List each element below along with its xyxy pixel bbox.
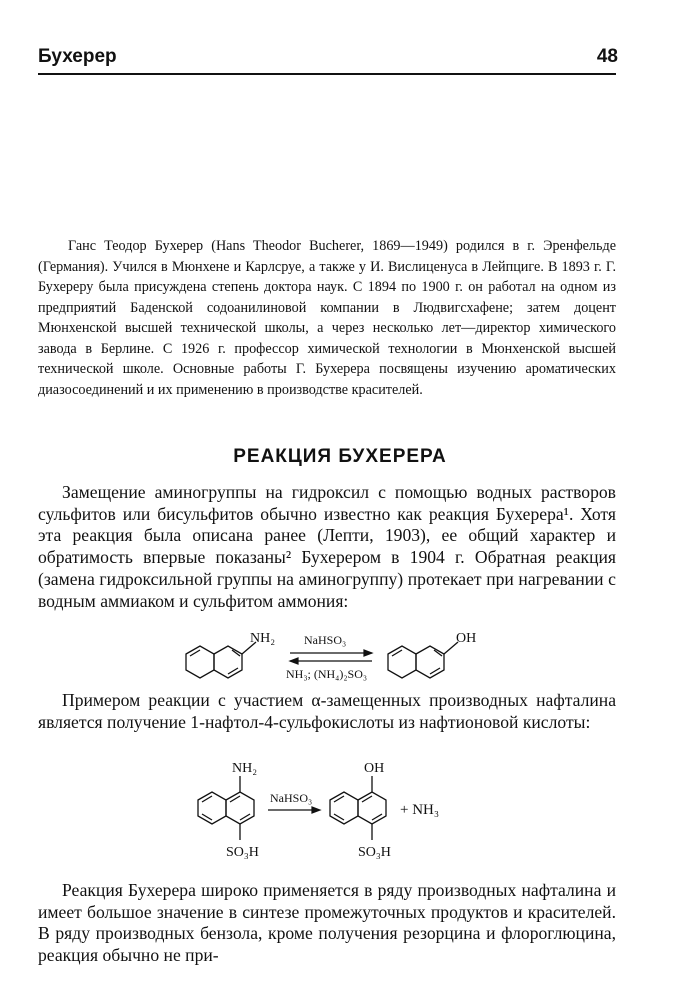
reagent-label: NaHSO₃	[270, 791, 313, 805]
header-rule	[38, 73, 616, 75]
reactant-group-label: NH₂	[250, 631, 276, 646]
byproduct-label: + NH₃	[400, 802, 440, 818]
running-header-title: Бухерер	[38, 46, 117, 67]
product-group-label: OH	[456, 631, 477, 646]
naphtholsulfonic-acid-structure	[330, 776, 386, 840]
paragraph-intro-text: Замещение аминогруппы на гидроксил с помощью водных растворов сульфитов или бисульфитов обычно известно как реакция Бухерера¹. Хотя эта реакция была описана ранее (Лепти, 1903), ее общий характер и обратимость впервые показаны² Бухерером в 1904 г. Обратная реакция (замена гидроксильной группы на аминогруппу) протекает при нагревании с водным аммиаком и сульфитом аммония:	[38, 482, 616, 611]
reactant-top-label: NH₂	[232, 761, 258, 776]
product-top-label: OH	[364, 761, 385, 776]
reactant-bottom-label: SO₃H	[226, 845, 259, 860]
paragraph-intro	[38, 482, 616, 612]
naphthionic-acid-structure	[198, 776, 254, 840]
reverse-reagent-label: NH₃; (NH₄)₂SO₃	[286, 667, 368, 681]
section-title: РЕАКЦИЯ БУХЕРЕРА	[233, 446, 447, 467]
biography-block	[38, 236, 616, 400]
biography-text: Ганс Теодор Бухерер (Hans Theodor Bucherer, 1869—1949) родился в г. Эренфельде (Германия). Учился в Мюнхене и Карлсруе, а также у И. Вислиценуса в Лейпциге. В 1893 г. Г. Бухереру была присуждена степень доктора наук. С 1894 по 1900 г. он работал на одном из предприятий Баденской содоанилиновой компании в Людвигсхафене; затем доцент Мюнхенской высшей технической школы, а через несколько лет—директор химического завода в Берлине. С 1926 г. профессор химической технологии в Мюнхенской высшей технической школе. Основные работы Г. Бухерера посвящены изучению ароматических диазосоединений и их применению в производстве красителей.	[38, 238, 616, 398]
naphthol-structure	[388, 642, 458, 678]
reaction-scheme-1	[0, 616, 680, 696]
page-number: 48	[596, 46, 618, 67]
reaction-scheme-2	[0, 756, 680, 876]
equilibrium-arrows	[290, 650, 372, 664]
reaction-arrow	[268, 807, 320, 813]
paragraph-example-text: Примером реакции с участием α-замещенных производных нафталина является получение 1-нафтол-4-сульфокислоты из нафтионовой кислоты:	[38, 690, 616, 732]
forward-reagent-label: NaHSO₃	[304, 633, 347, 647]
paragraph-applications	[38, 880, 616, 967]
paragraph-applications-text: Реакция Бухерера широко применяется в ряду производных нафталина и имеет большое значение в синтезе промежуточных продуктов и красителей. В ряду производных бензола, кроме получения резорцина и флороглюцина, реакция обычно не при-	[38, 880, 616, 966]
naphthylamine-structure	[186, 642, 256, 678]
paragraph-example	[38, 690, 616, 733]
product-bottom-label: SO₃H	[358, 845, 391, 860]
